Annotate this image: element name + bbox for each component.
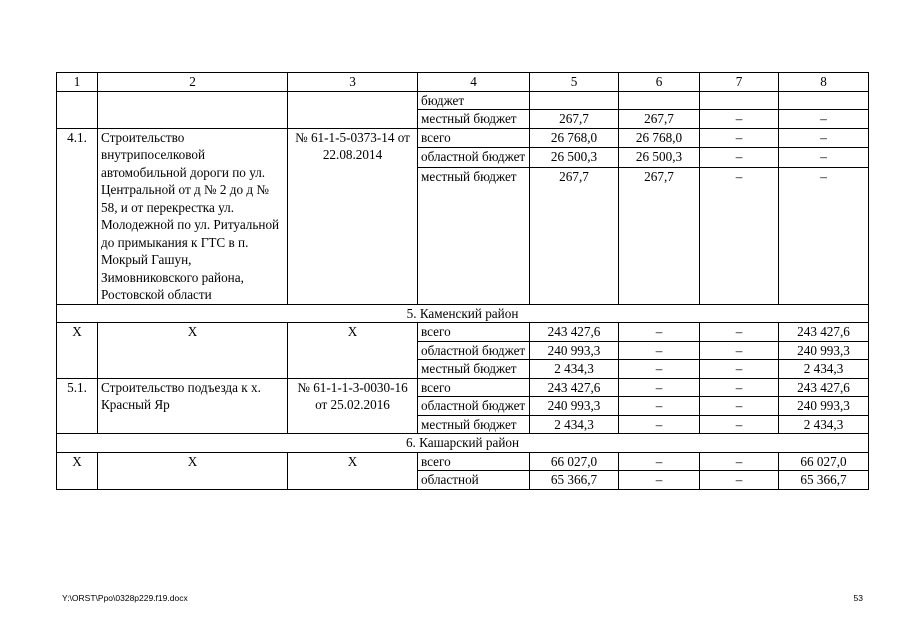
header-cell: 5 bbox=[530, 73, 619, 92]
funding-source: областной bbox=[418, 471, 530, 490]
funding-source: всего bbox=[418, 323, 530, 342]
funding-source: областной бюджет bbox=[418, 148, 530, 168]
x-mark: Х bbox=[57, 323, 98, 379]
value-cell: 240 993,3 bbox=[530, 341, 619, 360]
cell-empty bbox=[619, 91, 700, 110]
value-cell: – bbox=[700, 128, 779, 148]
header-cell: 3 bbox=[288, 73, 418, 92]
value-cell: 240 993,3 bbox=[779, 341, 869, 360]
x-mark: Х bbox=[57, 452, 98, 489]
header-cell: 2 bbox=[98, 73, 288, 92]
value-cell: 267,7 bbox=[530, 167, 619, 304]
value-cell: 2 434,3 bbox=[530, 415, 619, 434]
value-cell: – bbox=[619, 452, 700, 471]
object-name: Строительство подъезда к х. Красный Яр bbox=[98, 378, 288, 434]
doc-number: № 61-1-1-3-0030-16 от 25.02.2016 bbox=[288, 378, 418, 434]
value-cell: – bbox=[619, 341, 700, 360]
value-cell: – bbox=[619, 360, 700, 379]
cell-empty bbox=[98, 91, 288, 128]
value-cell: – bbox=[700, 148, 779, 168]
value-cell: 240 993,3 bbox=[530, 397, 619, 416]
item-number: 5.1. bbox=[57, 378, 98, 434]
table-row bbox=[57, 323, 869, 342]
value-cell: – bbox=[779, 148, 869, 168]
value-cell: 26 500,3 bbox=[619, 148, 700, 168]
value-cell: 243 427,6 bbox=[530, 378, 619, 397]
value-cell: – bbox=[700, 415, 779, 434]
funding-source: местный бюджет bbox=[418, 167, 530, 304]
value-cell: 66 027,0 bbox=[530, 452, 619, 471]
value-cell: – bbox=[779, 110, 869, 129]
header-cell: 4 bbox=[418, 73, 530, 92]
header-cell: 7 bbox=[700, 73, 779, 92]
value-cell: 267,7 bbox=[619, 167, 700, 304]
value-cell: – bbox=[700, 360, 779, 379]
funding-source: всего bbox=[418, 452, 530, 471]
value-cell: – bbox=[700, 341, 779, 360]
header-row bbox=[57, 73, 869, 92]
funding-source: всего bbox=[418, 128, 530, 148]
value-cell: 2 434,3 bbox=[530, 360, 619, 379]
header-cell: 8 bbox=[779, 73, 869, 92]
item-number: 4.1. bbox=[57, 128, 98, 304]
budget-table bbox=[56, 72, 869, 490]
value-cell: 26 500,3 bbox=[530, 148, 619, 168]
doc-number: № 61-1-5-0373-14 от 22.08.2014 bbox=[288, 128, 418, 304]
file-path: Y:\ORST\Ppo\0328p229.f19.docx bbox=[62, 593, 188, 603]
funding-source: местный бюджет bbox=[418, 415, 530, 434]
value-cell: 26 768,0 bbox=[530, 128, 619, 148]
table-row bbox=[57, 128, 869, 148]
value-cell: – bbox=[700, 323, 779, 342]
object-name: Строительство внутрипоселковой автомобильной дороги по ул. Центральной от д № 2 до д № 58, и от перекрестка ул. Молодежной по ул. Ритуальной до примыкания к ГТС в п. Мокрый Гашун, Зимовниковского района, Ростовской области bbox=[98, 128, 288, 304]
value-cell: 267,7 bbox=[530, 110, 619, 129]
funding-source: местный бюджет bbox=[418, 360, 530, 379]
cell-empty bbox=[779, 91, 869, 110]
value-cell: 243 427,6 bbox=[779, 323, 869, 342]
table-row bbox=[57, 91, 869, 110]
value-cell: 267,7 bbox=[619, 110, 700, 129]
value-cell: – bbox=[779, 128, 869, 148]
value-cell: 243 427,6 bbox=[530, 323, 619, 342]
table-row bbox=[57, 378, 869, 397]
value-cell: – bbox=[619, 415, 700, 434]
value-cell: 2 434,3 bbox=[779, 415, 869, 434]
value-cell: – bbox=[619, 378, 700, 397]
section-title: 6. Кашарский район bbox=[57, 434, 869, 453]
value-cell: 65 366,7 bbox=[779, 471, 869, 490]
value-cell: 240 993,3 bbox=[779, 397, 869, 416]
header-cell: 6 bbox=[619, 73, 700, 92]
value-cell: – bbox=[700, 110, 779, 129]
section-row bbox=[57, 434, 869, 453]
value-cell: – bbox=[619, 323, 700, 342]
value-cell: 26 768,0 bbox=[619, 128, 700, 148]
funding-source: бюджет bbox=[418, 91, 530, 110]
cell-empty bbox=[700, 91, 779, 110]
value-cell: – bbox=[700, 167, 779, 304]
value-cell: 243 427,6 bbox=[779, 378, 869, 397]
section-row bbox=[57, 304, 869, 323]
value-cell: – bbox=[779, 167, 869, 304]
section-title: 5. Каменский район bbox=[57, 304, 869, 323]
value-cell: 66 027,0 bbox=[779, 452, 869, 471]
value-cell: – bbox=[700, 452, 779, 471]
funding-source: всего bbox=[418, 378, 530, 397]
value-cell: – bbox=[700, 378, 779, 397]
value-cell: – bbox=[700, 471, 779, 490]
x-mark: Х bbox=[98, 452, 288, 489]
x-mark: Х bbox=[98, 323, 288, 379]
value-cell: – bbox=[619, 471, 700, 490]
funding-source: областной бюджет bbox=[418, 397, 530, 416]
page-number: 53 bbox=[853, 593, 863, 603]
value-cell: – bbox=[700, 397, 779, 416]
value-cell: – bbox=[619, 397, 700, 416]
funding-source: областной бюджет bbox=[418, 341, 530, 360]
cell-empty bbox=[57, 91, 98, 128]
value-cell: 2 434,3 bbox=[779, 360, 869, 379]
cell-empty bbox=[530, 91, 619, 110]
table-row bbox=[57, 452, 869, 471]
x-mark: Х bbox=[288, 323, 418, 379]
x-mark: Х bbox=[288, 452, 418, 489]
value-cell: 65 366,7 bbox=[530, 471, 619, 490]
header-cell: 1 bbox=[57, 73, 98, 92]
funding-source: местный бюджет bbox=[418, 110, 530, 129]
cell-empty bbox=[288, 91, 418, 128]
